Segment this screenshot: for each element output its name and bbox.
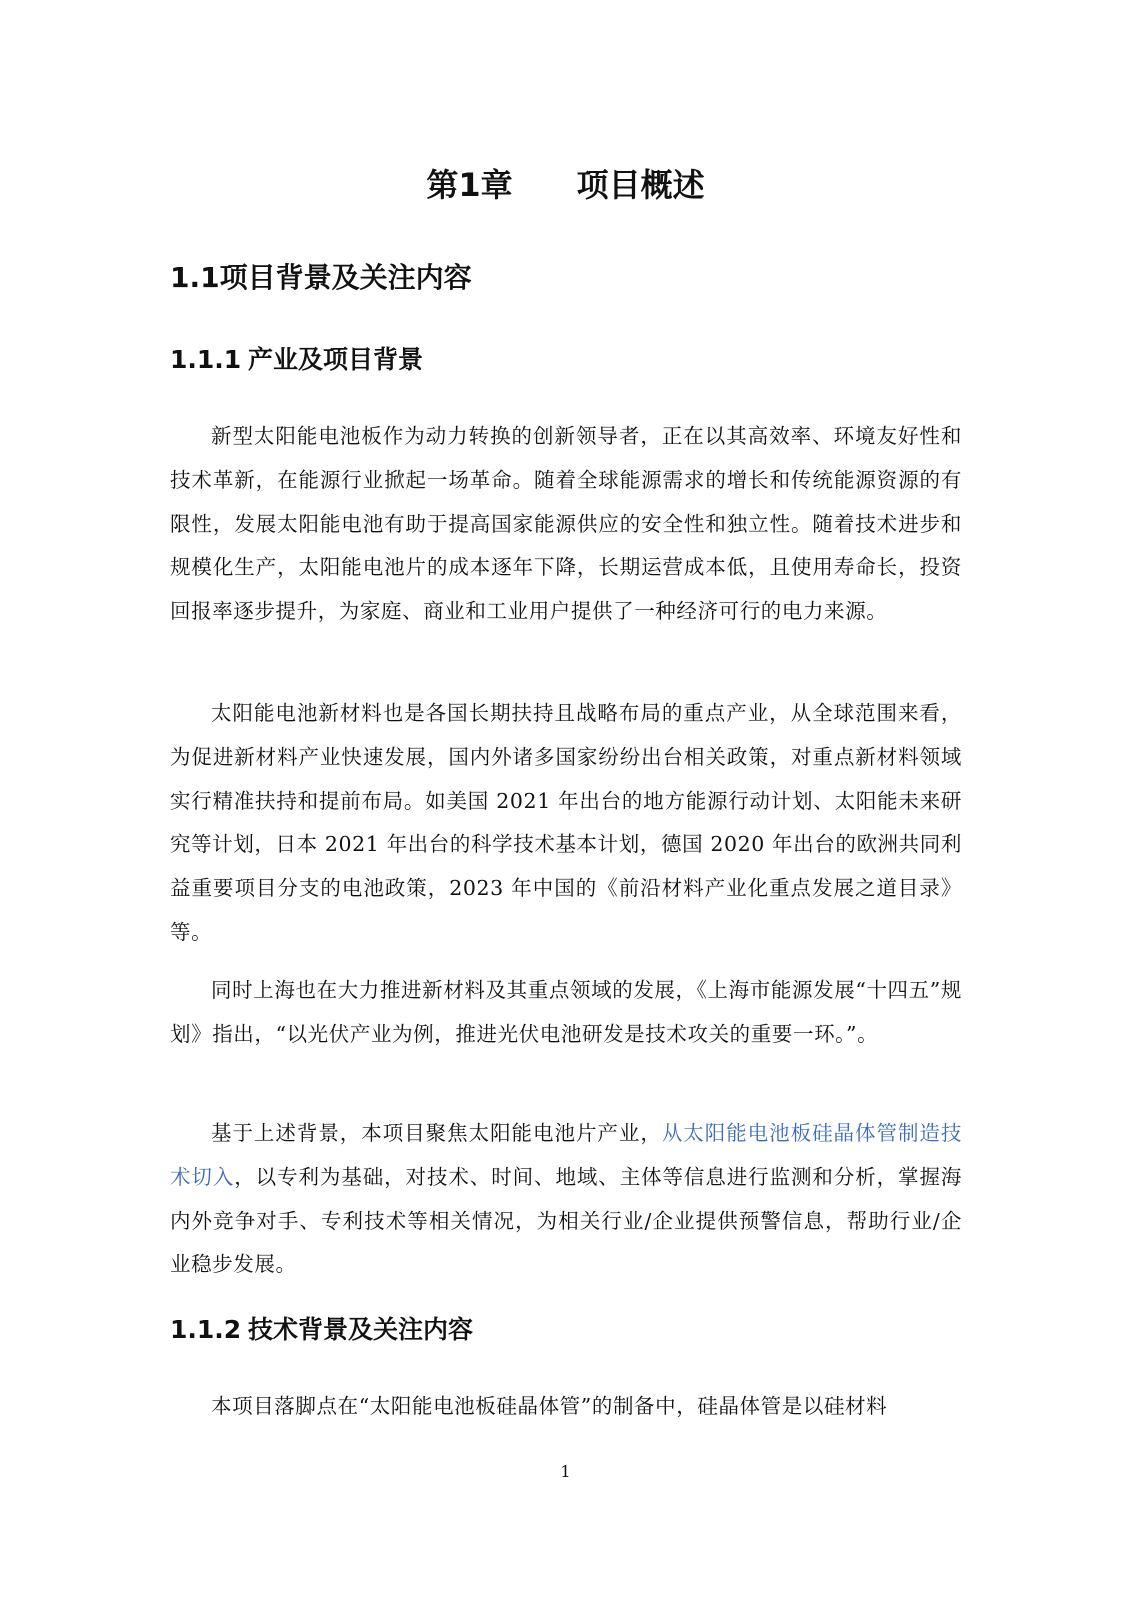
highlighted-link-text[interactable]: 从太阳能电池板硅晶体管制造技术切入 bbox=[170, 1121, 962, 1189]
subsection-heading-1 bbox=[170, 342, 423, 378]
paragraph-text: ，以专利为基础，对技术、时间、地域、主体等信息进行监测和分析，掌握海内外竞争对手、专利技术等相关情况，为相关行业/企业提供预警信息，帮助行业/企业稳步发展。 bbox=[170, 1164, 962, 1277]
paragraph-shanghai-policy: 同时上海也在大力推进新材料及其重点领域的发展，《上海市能源发展“十四五”规划》指出，“以光伏产业为例，推进光伏电池研发是技术攻关的重要一环。”。 bbox=[170, 978, 962, 1046]
chapter-title: 第1章 项目概述 bbox=[426, 166, 705, 204]
subsection-number: 1.1.2 bbox=[170, 1315, 242, 1344]
section-heading: 1.1项目背景及关注内容 bbox=[170, 261, 472, 294]
paragraph-text: 基于上述背景，本项目聚焦太阳能电池片产业， bbox=[211, 1121, 662, 1145]
paragraph-technical-background: 本项目落脚点在“太阳能电池板硅晶体管”的制备中，硅晶体管是以硅材料 bbox=[211, 1394, 888, 1418]
paragraph-new-materials: 太阳能电池新材料也是各国长期扶持且战略布局的重点产业，从全球范围来看，为促进新材料产业快速发展，国内外诸多国家纷纷出台相关政策，对重点新材料领域实行精准扶持和提前布局。如美国 2021 年出台的地方能源行动计划、太阳能未来研究等计划，日本 2021 年出台的科学技术基本计划，德国 2020 年出台的欧洲共同利益重要项目分支的电池政策，2023 年中国的《前沿材料产业化重点发展之道目录》等。 bbox=[170, 701, 962, 944]
subsection-title: 产业及项目背景 bbox=[248, 345, 424, 374]
paragraph-project-focus bbox=[170, 1112, 962, 1287]
paragraph-industry-background: 新型太阳能电池板作为动力转换的创新领导者，正在以其高效率、环境友好性和技术革新，在能源行业掀起一场革命。随着全球能源需求的增长和传统能源资源的有限性，发展太阳能电池有助于提高国家能源供应的安全性和独立性。随着技术进步和规模化生产，太阳能电池片的成本逐年下降，长期运营成本低，且使用寿命长，投资回报率逐步提升，为家庭、商业和工业用户提供了一种经济可行的电力来源。 bbox=[170, 424, 962, 624]
subsection-heading-2 bbox=[170, 1312, 473, 1348]
page-number: 1 bbox=[560, 1462, 571, 1481]
subsection-number: 1.1.1 bbox=[170, 345, 242, 374]
subsection-title: 技术背景及关注内容 bbox=[248, 1315, 474, 1344]
